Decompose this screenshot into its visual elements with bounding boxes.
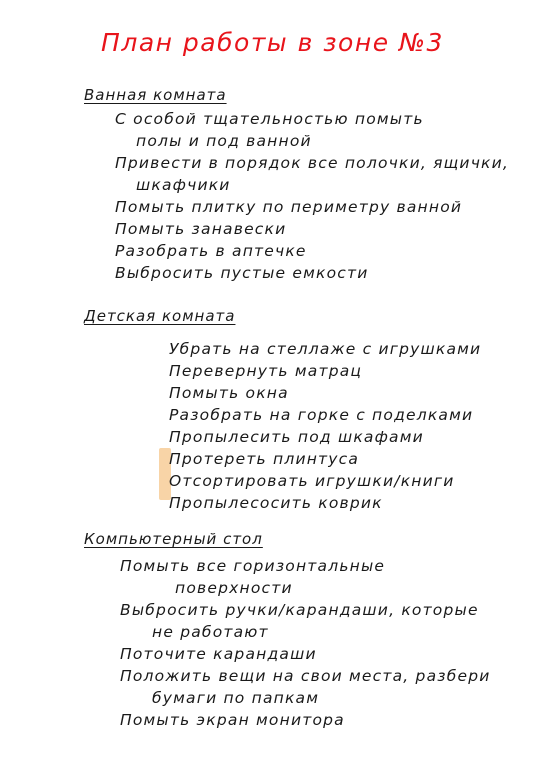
list-item: Помыть занавески — [115, 220, 287, 238]
section-heading-bathroom: Ванная комната — [84, 86, 227, 104]
list-item-continuation: бумаги по папкам — [152, 689, 320, 707]
list-item: Разобрать на горке с поделками — [169, 406, 474, 424]
list-item: Выбросить пустые емкости — [115, 264, 369, 282]
list-item-continuation: полы и под ванной — [136, 132, 312, 150]
list-item: Привести в порядок все полочки, ящички, — [115, 154, 510, 172]
list-item: Помыть все горизонтальные — [120, 557, 386, 575]
list-item: Отсортировать игрушки/книги — [169, 472, 455, 490]
list-item: Пропылесить под шкафами — [169, 428, 424, 446]
list-item: Пропылесосить коврик — [169, 494, 383, 512]
list-item: Убрать на стеллаже с игрушками — [169, 340, 482, 358]
section-heading-computer-desk: Компьютерный стол — [84, 530, 263, 548]
list-item-continuation: шкафчики — [136, 176, 231, 194]
list-item: Помыть окна — [169, 384, 289, 402]
list-item: Поточите карандаши — [120, 645, 317, 663]
list-item: Помыть плитку по периметру ванной — [115, 198, 463, 216]
list-item: Положить вещи на свои места, разбери — [120, 667, 491, 685]
list-item: Перевернуть матрац — [169, 362, 363, 380]
list-item: Разобрать в аптечке — [115, 242, 307, 260]
page-title: План работы в зоне №3 — [101, 28, 444, 57]
list-item-continuation: не работают — [152, 623, 269, 641]
list-item: Выбросить ручки/карандаши, которые — [120, 601, 479, 619]
list-item-continuation: поверхности — [175, 579, 293, 597]
list-item: Помыть экран монитора — [120, 711, 345, 729]
section-heading-kids-room: Детская комната — [84, 307, 236, 325]
list-item: Протереть плинтуса — [169, 450, 360, 468]
list-item: С особой тщательностью помыть — [115, 110, 424, 128]
